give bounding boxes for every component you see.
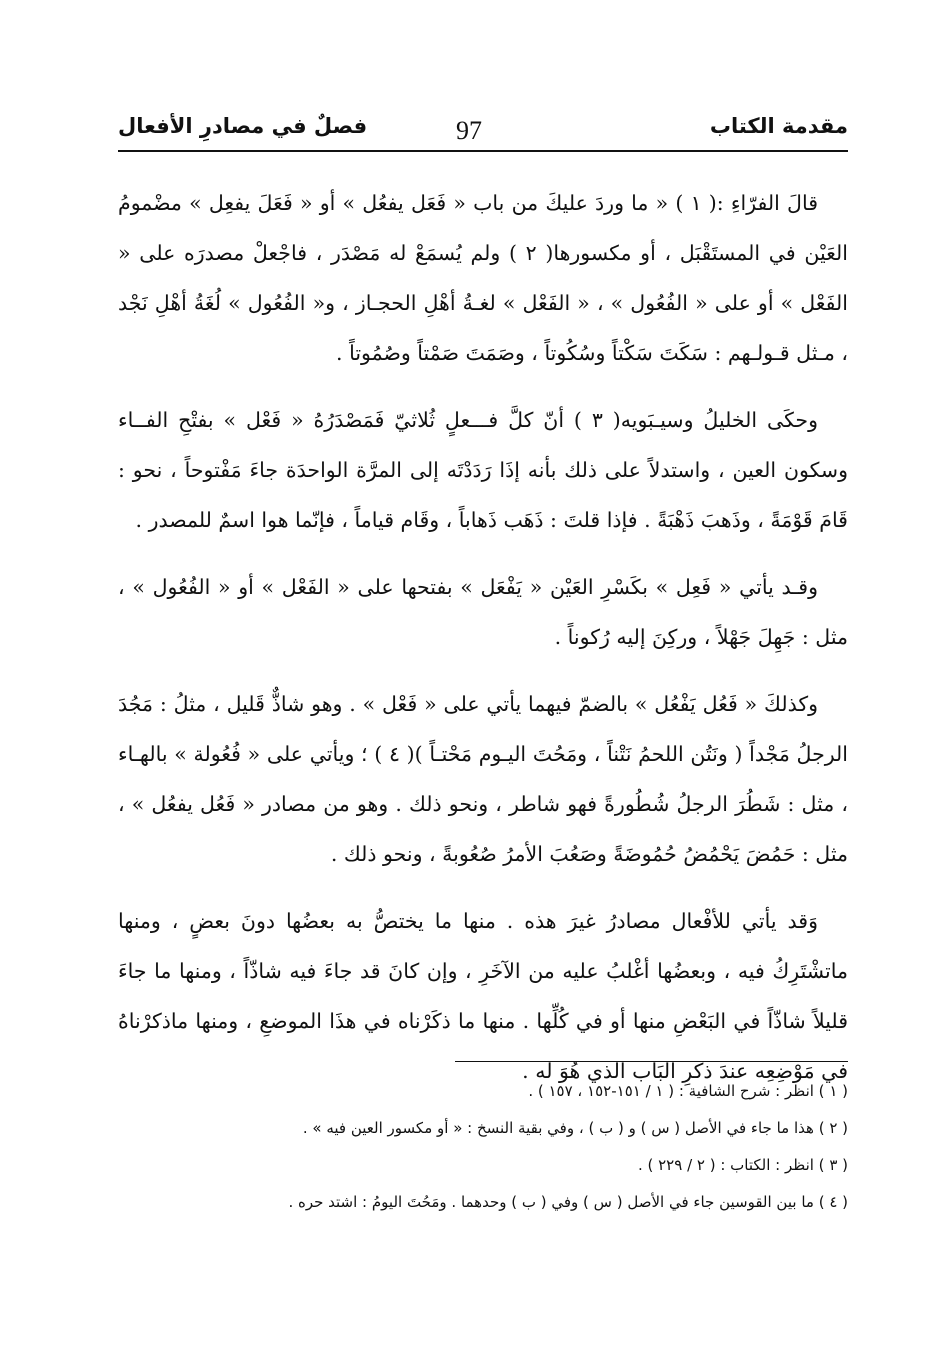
footnote: ( ١ ) انظر : شرح الشافية : ( ١ / ١٥١-١٥٢ ، ١٥٧ ) . xyxy=(528,1082,848,1100)
section-title-right: مقدمة الكتاب xyxy=(709,114,848,138)
paragraph: وحكَى الخليلُ وسيـبَويه( ٣ ) أنّ كلَّ فـــعلٍ ثُلاثيّ فَمَصْدَرُهُ « فَعْل » بفتْحِ الفــاء وسكون العين ، واستدلاً على ذلك بأنه إذَا رَدَدْتَه إلى المرَّة الواحدَة جاءَ مَفْتوحاً ، نحو : قَامَ قَوْمَةً ، وذَهبَ ذَهْبَةً . فإذا قلتَ : ذَهَب ذَهاباً ، وقَام قياماً ، فإنّما هوا اسمٌ للمصدر . xyxy=(118,408,848,532)
footnote: ( ٢ ) هذا ما جاء في الأصل ( س ) و ( ب ) ، وفي بقية النسخ : « أو مكسور العين فيه » . xyxy=(302,1119,848,1137)
main-text xyxy=(118,178,848,1113)
page-number: 97 xyxy=(456,116,482,145)
paragraph: قالَ الفرّاءِ :( ١ ) « ما وردَ عليكَ من باب « فَعَل يفعُل » أو « فَعَلَ يفعِل » مضْمومُ العَيْن في المستَقْبَل ، أو مكسورها( ٢ ) ولم يُسمَعْ له مَصْدَر ، فاجْعلْ مصدرَه على « الفَعْل » أو على « الفُعُول » ، « الفَعْل » لغـةُ أهْلِ الحجـاز ، و« الفُعُول » لُغَةُ أهْلِ نَجْد ، مـثل قـولـهم : سَكَتَ سَكْتاً وسُكُوتاً ، وصَمَتَ صَمْتاً وصُمُوتاً . xyxy=(118,191,848,365)
footnote: ( ٣ ) انظر : الكتاب : ( ٢ / ٢٢٩ ) . xyxy=(637,1156,848,1174)
footnote-divider xyxy=(455,1061,848,1062)
footnote: ( ٤ ) ما بين القوسين جاء في الأصل ( س ) وفي ( ب ) وحدهما . ومَحُتَ اليومُ : اشتد حره . xyxy=(288,1193,848,1211)
paragraph: وقـد يأتي « فَعِل » بكَسْرِ العَيْن « يَفْعَل » بفتحها على « الفَعْل » أو « الفُعُول » ، مثل : جَهِلَ جَهْلاً ، وركِنَ إليه رُكوناً . xyxy=(118,575,848,649)
chapter-title-left: فصلٌ في مصادرِ الأفعال xyxy=(118,114,368,138)
page-header xyxy=(118,108,848,152)
paragraph: وَقد يأتي للأفْعال مصادرُ غيرَ هذه . منها ما يختصُّ به بعضُها دونَ بعضٍ ، ومنها ماتشْتَرِكُ فيه ، وبعضُها أغْلبُ عليه من الآخَرِ ، وإن كانَ قد جاءَ فيه شاذّاً ، ومنها ما جاءَ قليلاً شاذّاً في البَعْضِ منها أو في كُلِّها . منها ما ذكَرْناه في هذَا الموضعِ ، ومنها ماذكرْناهُ في مَوْضِعِه عندَ ذكرِ البَاب الذي هُوَ له . xyxy=(118,909,848,1083)
footnotes xyxy=(118,1073,848,1221)
paragraph: وكذلكَ « فَعُل يَفْعُل » بالضمّ فيهما يأتي على « فَعْل » . وهو شاذٌّ قَليل ، مثلُ : مَجُدَ الرجلُ مَجْداً ( ونَتُن اللحمُ نَتْناً ، ومَحُتَ اليـوم مَحْتـاً )( ٤ ) ؛ ويأتي على « فُعُولة » بالهـاء ، مثل : شَطُرَ الرجلُ شُطُورةً فهو شاطر ، ونحو ذلك . وهو من مصادر « فَعُل يفعُل » ، مثل : حَمُضَ يَحْمُضُ حُمُوضَةً وصَعُبَ الأمرُ صُعُوبةً ، ونحو ذلك . xyxy=(118,692,848,866)
header-divider xyxy=(118,150,848,152)
